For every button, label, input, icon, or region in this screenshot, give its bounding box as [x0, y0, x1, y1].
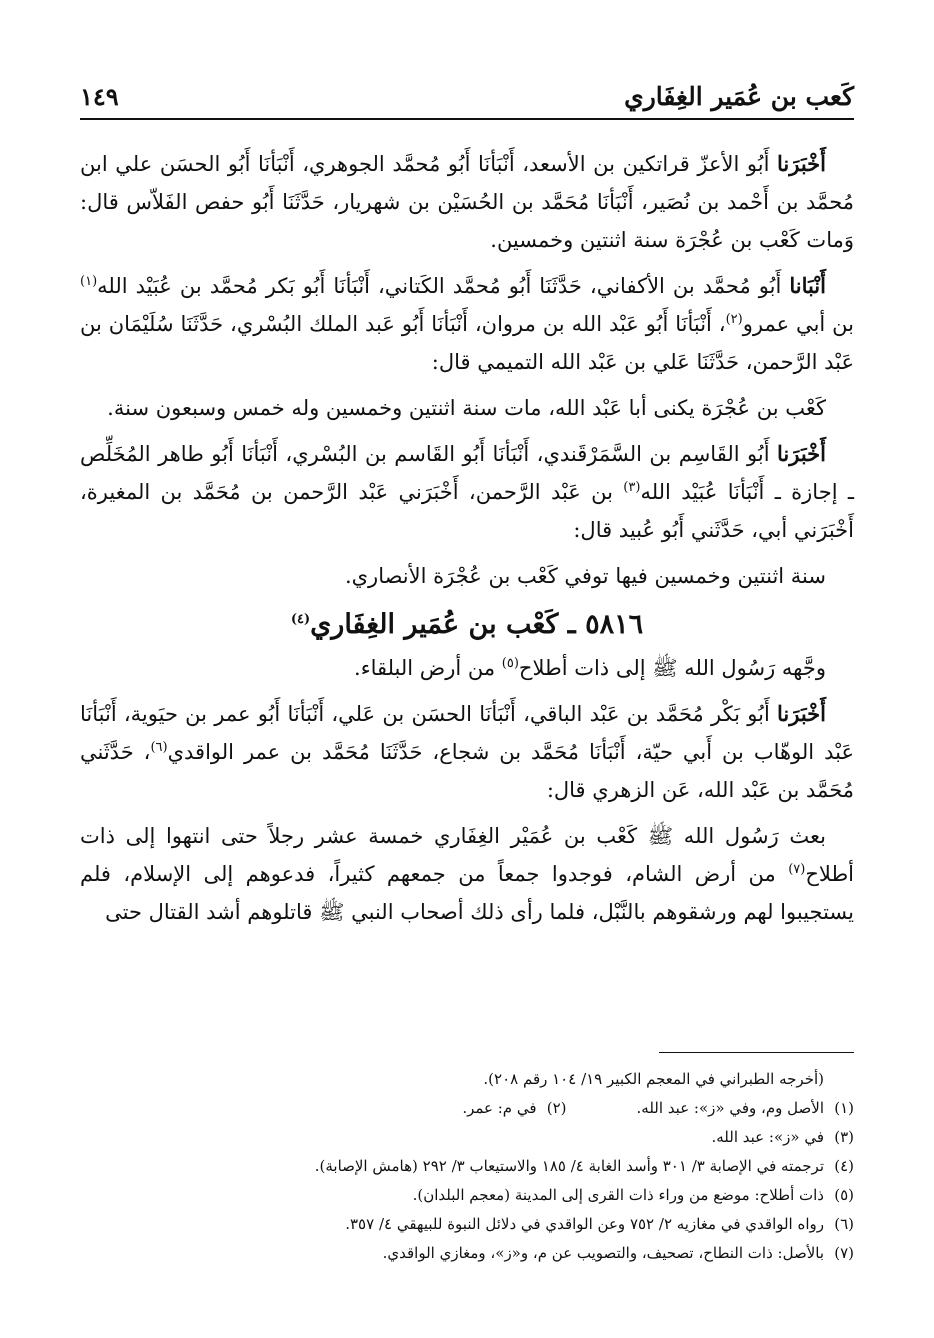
footnote-ref[interactable]: (٤) — [290, 612, 311, 627]
quote-text: من أرض البلقاء. — [354, 656, 502, 680]
footnote-number: (٥) — [834, 1186, 854, 1204]
footnote — [80, 1152, 854, 1181]
footnote-number: (٣) — [834, 1128, 854, 1146]
main-text — [80, 145, 854, 939]
footnote-separator — [659, 1052, 854, 1053]
footnote — [80, 1123, 854, 1152]
footnote-text: ذات أطلاح: موضع من وراء ذات القرى إلى المدينة (معجم البلدان). — [412, 1186, 824, 1204]
footnote — [80, 1094, 854, 1123]
footnote-ref[interactable]: (٧) — [788, 862, 806, 877]
paragraph-text: أَبُو بَكْر مُحَمَّد بن عَبْد الباقي، أَنْبَأنَا الحسَن بن عَلي، أَنْبَأنَا أَبُو عمر بن حيَوية، أَنْبَأنَا عَبْد الوهّاب بن أَبي حيّة، أَنْبَأنَا مُحَمَّد بن شجاع، حَدَّثَنَا مُحَمَّد بن عمر الواقدي — [80, 702, 854, 764]
footnote-number: (٢) — [546, 1099, 567, 1117]
footnote-ref[interactable]: (١) — [80, 274, 98, 289]
paragraph-lead: أَخْبَرَنا — [777, 701, 826, 726]
paragraph-text: بعث رَسُول الله ﷺ كَعْب بن عُمَيْر الغِفَاري خمسة عشر رجلاً حتى انتهوا إلى ذات أطلاح — [80, 824, 854, 886]
paragraph-text: أَبُو القَاسِم بن السَّمَرْقَندي، أَنْبَأنَا أَبُو القَاسم بن البُسْري، أَنْبَأنَا أَبُو طاهر المُخَلِّص ـ إجازة ـ أَنْبَأنَا عُبَيْد الله — [80, 442, 854, 504]
paragraph — [80, 695, 854, 809]
entry-heading-text: ٥٨١٦ ـ كَعْب بن عُمَير الغِفَاري — [310, 609, 644, 640]
footnote — [80, 1181, 854, 1210]
quote-paragraph — [80, 649, 854, 687]
footnote-ref[interactable]: (٣) — [623, 480, 641, 495]
footnotes — [80, 1065, 854, 1268]
paragraph — [80, 145, 854, 259]
paragraph-lead: أَنْبَانا — [789, 273, 826, 298]
footnote-text: رواه الواقدي في مغازيه ٢/ ٧٥٢ وعن الواقدي في دلائل النبوة للبيهقي ٤/ ٣٥٧. — [345, 1215, 824, 1233]
paragraph-lead: أَخْبَرَنا — [777, 151, 826, 176]
footnote-number: (٤) — [834, 1157, 854, 1175]
footnote — [80, 1210, 854, 1239]
footnote-number: (٧) — [834, 1244, 854, 1262]
footnote-ref[interactable]: (٢) — [725, 312, 743, 327]
quote-paragraph: كَعْب بن عُجْرَة يكنى أبا عَبْد الله، مات سنة اثنتين وخمسين وله خمس وسبعون سنة. — [107, 396, 826, 420]
entry-heading — [80, 603, 854, 647]
paragraph-text: أَبُو الأعزّ قراتكين بن الأسعد، أَنْبَأنَا أَبُو مُحمَّد الجوهري، أَنْبَأنَا أَبُو الحسَن علي ابن مُحمَّد بن أَحْمد بن نُصَير، أَنْبَأنَا مُحَمَّد بن الحُسَيْن بن شهريار، حَدَّثَنَا أَبُو حفص الفَلاّس قال: وَمات كَعْب بن عُجْرَة سنة اثنتين وخمسين. — [80, 152, 854, 252]
paragraph-text: من أرض الشام، فوجدوا جمعاً من جمعهم كثيراً، فدعوهم إلى الإسلام، فلم يستجيبوا لهم ورشقوهم بالنَّبْل، فلما رأى ذلك أصحاب النبي ﷺ قاتلوهم أشد القتال حتى — [80, 862, 854, 924]
paragraph — [80, 267, 854, 381]
paragraph-text: ، أَنْبَأنَا أَبُو عَبْد الله بن مروان، أَنْبَأنَا أَبُو عَبد الملك البُسْري، حَدَّثَنَا سُلَيْمَان بن عَبْد الرَّحمن، حَدَّثَنَا عَلي بن عَبْد الله التميمي قال: — [80, 312, 854, 374]
footnote-text: بالأصل: ذات النطاح، تصحيف، والتصويب عن م، و«ز»، ومغازي الواقدي. — [382, 1244, 824, 1262]
page-number: ١٤٩ — [80, 82, 119, 111]
paragraph-text: أَبُو مُحمَّد بن الأكفاني، حَدَّثَنَا أَبُو مُحمَّد الكَتاني، أَنْبَأنَا أَبُو بَكر مُحمَّد بن عُبَيْد الله — [97, 274, 790, 298]
paragraph-text: بن أبي عمرو — [742, 312, 855, 336]
footnote-text: ترجمته في الإصابة ٣/ ٣٠١ وأسد الغابة ٤/ ١٨٥ والاستيعاب ٣/ ٢٩٢ (هامش الإصابة). — [314, 1157, 824, 1175]
quote-text: وجَّهه رَسُول الله ﷺ إلى ذات أطلاح — [518, 656, 826, 680]
page-header — [80, 78, 854, 120]
running-title: كَعب بن عُمَير الغِفَاري — [624, 82, 854, 111]
footnote — [80, 1239, 854, 1268]
paragraph-text: ، حَدَّثَني مُحَمَّد بن عَبْد الله، عَن الزهري قال: — [80, 740, 854, 802]
footnote-ref[interactable]: (٥) — [501, 656, 519, 671]
footnote-text: في م: عمر. — [462, 1099, 537, 1117]
quote-paragraph: سنة اثنتين وخمسين فيها توفي كَعْب بن عُجْرَة الأنصاري. — [344, 564, 826, 588]
paragraph — [80, 435, 854, 549]
paragraph-text: بن عَبْد الرَّحمن، أَخْبَرَني عَبْد الرَّحمن بن مُحَمَّد بن المغيرة، أَخْبَرَني أبي، حَدَّثَني أَبُو عُبيد قال: — [80, 480, 854, 542]
footnote-number: (٦) — [834, 1215, 854, 1233]
footnote-text: الأصل وم، وفي «ز»: عبد الله. — [636, 1099, 824, 1117]
footnote-text: في «ز»: عبد الله. — [711, 1128, 824, 1146]
footnote-source: (أخرجه الطبراني في المعجم الكبير ١٩/ ١٠٤ رقم ٢٠٨). — [483, 1070, 824, 1088]
footnote-number: (١) — [834, 1099, 854, 1117]
paragraph — [80, 817, 854, 931]
footnote-ref[interactable]: (٦) — [150, 740, 168, 755]
paragraph-lead: أَخْبَرَنا — [777, 441, 826, 466]
